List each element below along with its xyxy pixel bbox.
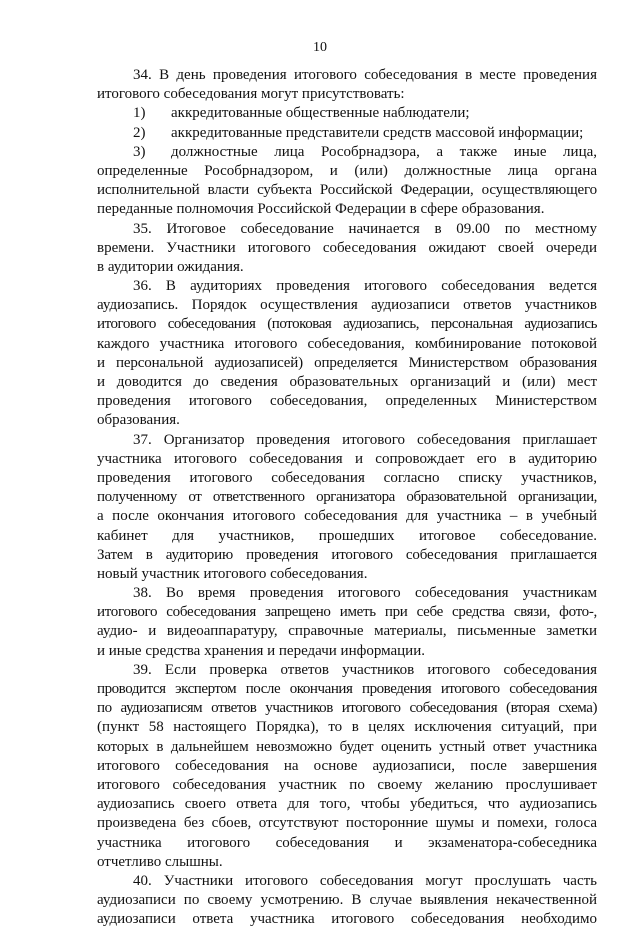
paragraph-35-line-2: времени. Участники итогового собеседования ожидают своей очереди — [97, 239, 597, 256]
paragraph-38-line-2: итогового собеседования запрещено иметь при себе средства связи, фото-, — [97, 604, 597, 621]
paragraph-37-line-3: проведения итогового собеседования согласно списку участников, — [97, 469, 597, 486]
paragraph-37-line-2: участника итогового собеседования и сопровождает его в аудиторию — [97, 450, 597, 467]
list-item-text: аккредитованные представители средств массовой информации; — [171, 124, 584, 141]
paragraph-37-line-5: а после окончания итогового собеседования для участника – в учебный — [97, 508, 597, 525]
paragraph-37-line-8: новый участник итогового собеседования. — [97, 565, 368, 582]
paragraph-34-line-2: итогового собеседования могут присутствовать: — [97, 86, 405, 103]
paragraph-36-line-8: образования. — [97, 412, 180, 429]
paragraph-37-line-4: полученному от ответственного организатора образовательной организации, — [97, 489, 597, 506]
page-number: 10 — [313, 40, 327, 55]
paragraph-36-line-2: аудиозапись. Порядок осуществления аудиозаписи ответов участников — [97, 297, 597, 314]
paragraph-39-line-1: 39. Если проверка ответов участников итогового собеседования — [133, 661, 597, 678]
paragraph-39-line-5: которых в дальнейшем невозможно будет оценить устный ответ участника — [97, 738, 597, 755]
paragraph-36-line-4: каждого участника итогового собеседования, комбинирование потоковой — [97, 335, 597, 352]
paragraph-36-line-3: итогового собеседования (потоковая аудиозапись, персональная аудиозапись — [97, 316, 597, 333]
paragraph-37-line-1: 37. Организатор проведения итогового собеседования приглашает — [133, 431, 597, 448]
paragraph-39-line-7: итогового собеседования участник по своему желанию прослушивает — [97, 776, 597, 793]
paragraph-39-line-9: произведена без сбоев, отсутствуют посторонние шумы и помехи, голоса — [97, 815, 597, 832]
paragraph-39-line-11: отчетливо слышны. — [97, 853, 223, 870]
list-item-number: 1) — [133, 105, 146, 122]
paragraph-36-line-5: и персональной аудиозаписей) определяется Министерством образования — [97, 354, 597, 371]
paragraph-34-line-6: определенные Рособрнадзором, и (или) должностные лица органа — [97, 162, 597, 179]
paragraph-35-line-1: 35. Итоговое собеседование начинается в 09.00 по местному — [133, 220, 597, 237]
paragraph-34-line-1: 34. В день проведения итогового собеседования в месте проведения — [133, 67, 597, 83]
paragraph-39-line-6: итогового собеседования на основе аудиозаписи, после завершения — [97, 757, 597, 774]
paragraph-40-line-3: аудиозаписи ответа участника итогового собеседования необходимо — [97, 911, 597, 928]
list-item-1 — [97, 104, 597, 123]
paragraph-39-line-8: аудиозапись своего ответа для того, чтобы убедиться, что аудиозапись — [97, 796, 597, 813]
list-item-text: должностные лица Рособрнадзора, а также иные лица, — [171, 143, 597, 160]
paragraph-36-line-7: проведения итогового собеседования, определенных Министерством — [97, 393, 597, 410]
paragraph-38-line-4: и иные средства хранения и передачи информации. — [97, 642, 425, 659]
list-item-2 — [97, 124, 597, 143]
paragraph-38-line-1: 38. Во время проведения итогового собеседования участникам — [133, 585, 597, 602]
paragraph-34-line-7: исполнительной власти субъекта Российской Федерации, осуществляющего — [97, 182, 597, 199]
list-item-3 — [97, 143, 597, 162]
paragraph-37-line-7: Затем в аудиторию проведения итогового собеседования приглашается — [97, 546, 597, 563]
paragraph-39-line-2: проводится экспертом после окончания проведения итогового собеседования — [97, 681, 597, 697]
paragraph-37-line-6: кабинет для участников, прошедших итоговое собеседование. — [97, 527, 597, 544]
paragraph-39-line-10: участника итогового собеседования и экзаменатора-собеседника — [97, 834, 597, 851]
paragraph-36-line-6: и доводится до сведения образовательных организаций и (или) мест — [97, 374, 597, 390]
paragraph-40-line-2: аудиозаписи по своему усмотрению. В случае выявления некачественной — [97, 892, 597, 909]
list-item-number: 2) — [133, 124, 146, 141]
paragraph-39-line-3: по аудиозаписям ответов участников итогового собеседования (вторая схема) — [97, 700, 597, 717]
paragraph-38-line-3: аудио- и видеоаппаратуру, справочные материалы, письменные заметки — [97, 623, 597, 640]
paragraph-36-line-1: 36. В аудиториях проведения итогового собеседования ведется — [133, 278, 597, 295]
paragraph-40-line-1: 40. Участники итогового собеседования могут прослушать часть — [133, 872, 597, 889]
document-body — [97, 66, 597, 929]
list-item-text: аккредитованные общественные наблюдатели; — [171, 105, 470, 122]
paragraph-39-line-4: (пункт 58 настоящего Порядка), то в целях исключения ситуаций, при — [97, 719, 597, 736]
list-item-number: 3) — [133, 143, 146, 160]
paragraph-35-line-3: в аудитории ожидания. — [97, 258, 244, 275]
paragraph-34-line-8: переданные полномочия Российской Федерации в сфере образования. — [97, 201, 545, 218]
